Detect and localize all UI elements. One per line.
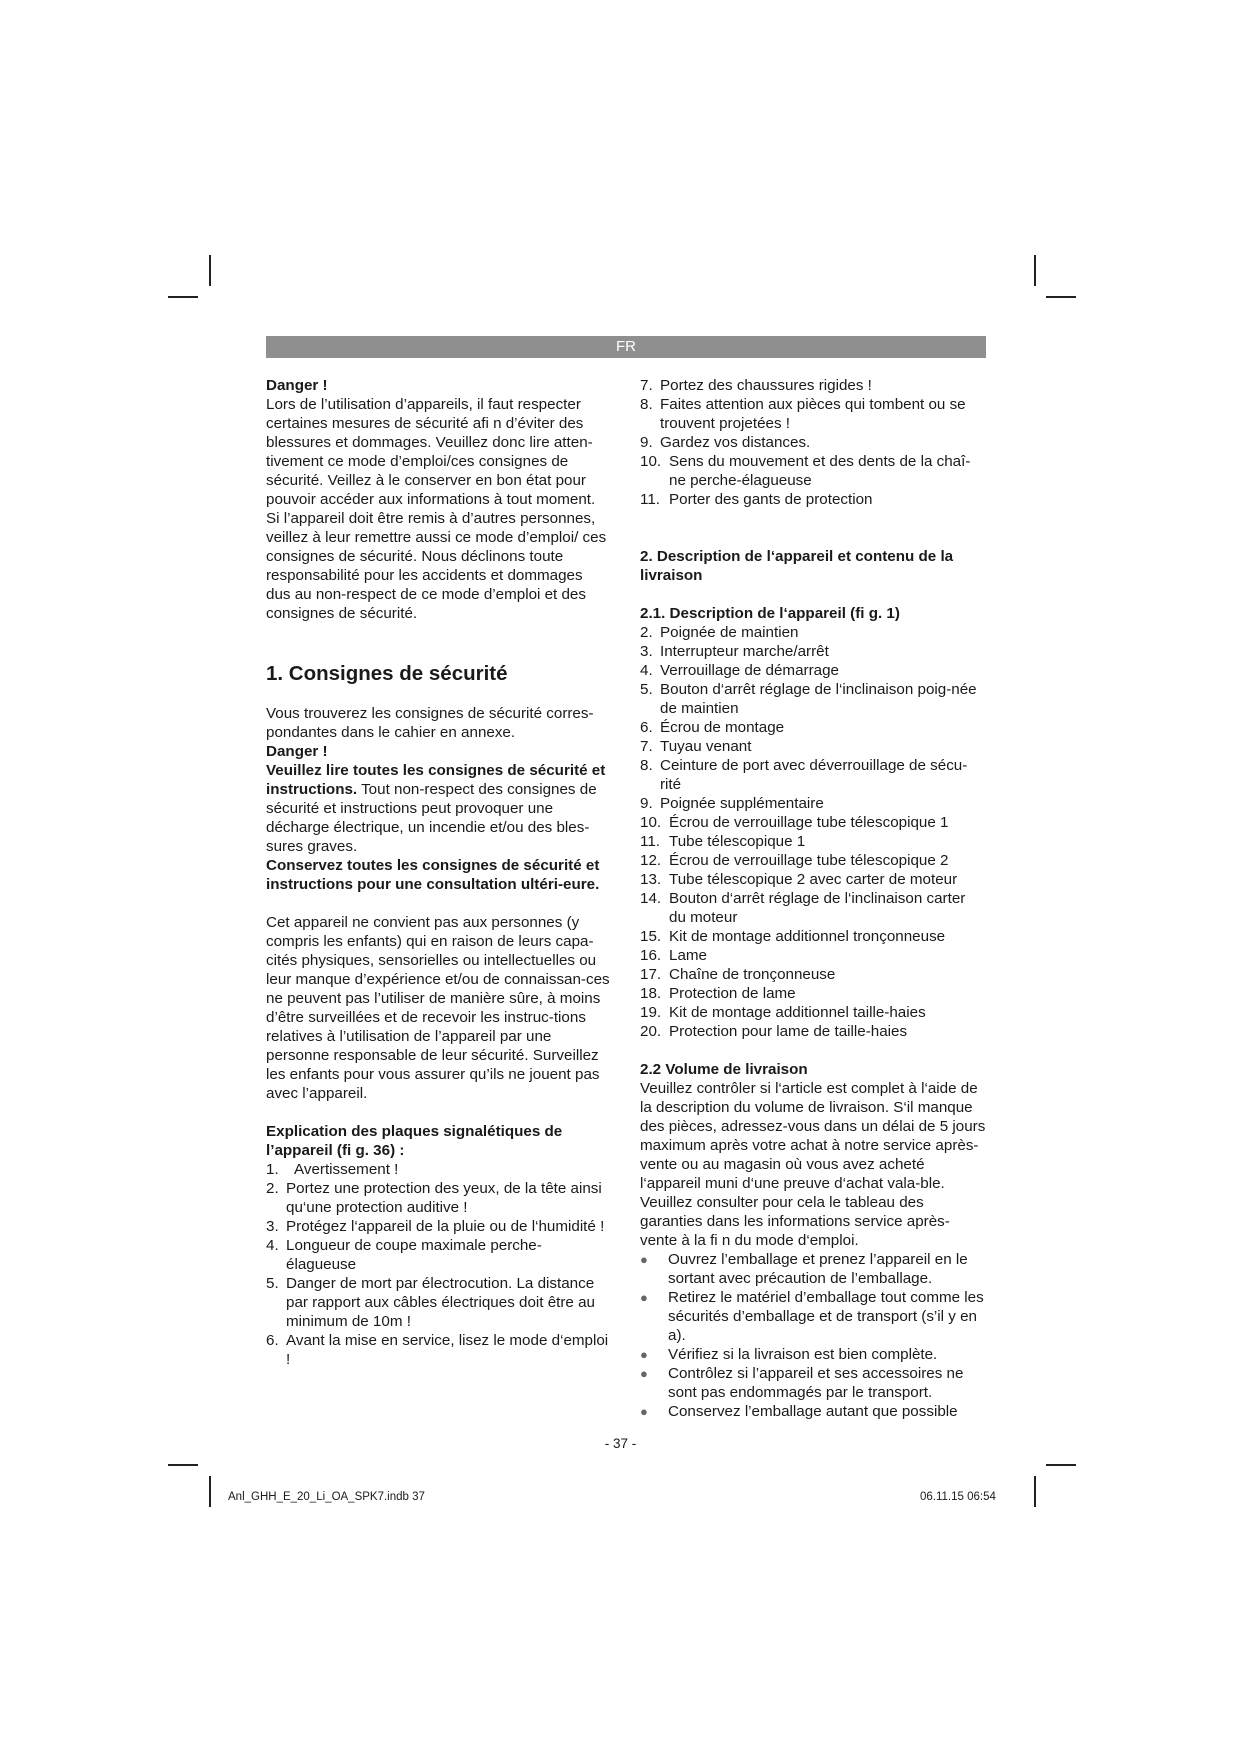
- footer-filename: Anl_GHH_E_20_Li_OA_SPK7.indb 37: [228, 1491, 425, 1503]
- plates-list-continued: [640, 376, 986, 509]
- item-number: 3.: [640, 643, 653, 660]
- language-header-bar: FR: [266, 336, 986, 358]
- list-item: [640, 661, 986, 680]
- list-item: [640, 984, 986, 1003]
- item-text: Porter des gants de protection: [669, 491, 873, 508]
- item-text: Danger de mort par électrocution. La distance par rapport aux câbles électriques doit être au minimum de 10m !: [286, 1275, 595, 1330]
- item-text: Tuyau venant: [660, 738, 752, 755]
- plates-list: [266, 1160, 610, 1369]
- bullet-item: [640, 1402, 986, 1421]
- item-number: 6.: [640, 719, 653, 736]
- item-number: 1.: [266, 1161, 279, 1178]
- children-warning: Cet appareil ne convient pas aux personnes (y compris les enfants) qui en raison de leurs capa-cités physiques, sensorielles ou intellectuelles ou leur manque d’expérience et/ou de connaissan-ces ne peuvent pas l’utiliser de manière sûre, à moins d’être surveillées et de recevoir les instruc-tions relatives à l’utilisation de l’appareil par une personne responsable de leur sécurité. Surveillez les enfants pour vous assurer qu’ils ne jouent pas avec l’appareil.: [266, 914, 610, 1102]
- list-item: [640, 794, 986, 813]
- list-item: [640, 1003, 986, 1022]
- item-text: Avant la mise en service, lisez le mode d‘emploi !: [286, 1332, 609, 1368]
- list-item: [640, 832, 986, 851]
- list-item: [266, 1160, 610, 1179]
- item-number: 5.: [266, 1275, 279, 1292]
- item-number: 11.: [640, 833, 660, 850]
- list-item: [640, 813, 986, 832]
- item-number: 15.: [640, 928, 662, 945]
- item-number: 16.: [640, 947, 662, 964]
- item-text: Poignée supplémentaire: [660, 795, 824, 812]
- item-text: Protection pour lame de taille-haies: [669, 1023, 908, 1040]
- danger-bold-lead: Veuillez lire toutes les consignes de sécurité et instructions.: [266, 762, 606, 798]
- left-column: [266, 376, 610, 1369]
- item-number: 7.: [640, 738, 653, 755]
- item-number: 4.: [266, 1237, 279, 1254]
- right-column: [640, 376, 986, 1421]
- item-number: 9.: [640, 434, 653, 451]
- list-item: [640, 965, 986, 984]
- item-number: 20.: [640, 1023, 662, 1040]
- item-number: 6.: [266, 1332, 279, 1349]
- danger-paragraph: Lors de l’utilisation d’appareils, il faut respecter certaines mesures de sécurité afi n d’éviter des blessures et dommages. Veuillez donc lire atten-tivement ce mode d’emploi/ces consignes de sécurité. Veillez à le conserver en bon état pour pouvoir accéder aux informations à tout moment. Si l’appareil doit être remis à d’autres personnes, veillez à leur remettre aussi ce mode d’emploi/ ces consignes de sécurité. Nous déclinons toute responsabilité pour les accidents et dommages dus au non-respect de ce mode d’emploi et des consignes de sécurité.: [266, 396, 607, 622]
- list-item: [266, 1274, 610, 1331]
- item-text: Verrouillage de démarrage: [660, 662, 839, 679]
- list-item: [640, 737, 986, 756]
- parts-list: [640, 623, 986, 1041]
- subsection-heading: 2.1. Description de l‘appareil (fi g. 1): [640, 605, 900, 622]
- list-item: [266, 1331, 610, 1369]
- list-item: [640, 889, 986, 927]
- item-number: 18.: [640, 985, 662, 1002]
- item-text: Chaîne de tronçonneuse: [669, 966, 836, 983]
- bullet-item: [640, 1364, 986, 1402]
- list-item: [640, 756, 986, 794]
- list-item: [640, 851, 986, 870]
- page-number: - 37 -: [604, 1436, 637, 1451]
- list-item: [640, 433, 986, 452]
- list-item: [640, 1022, 986, 1041]
- item-text: Poignée de maintien: [660, 624, 799, 641]
- item-text: Ceinture de port avec déverrouillage de sécu-rité: [660, 757, 968, 793]
- item-text: Sens du mouvement et des dents de la chaî-ne perche-élagueuse: [669, 453, 971, 489]
- item-text: Portez une protection des yeux, de la tête ainsi qu‘une protection auditive !: [286, 1180, 602, 1216]
- item-text: Tube télescopique 2 avec carter de moteur: [669, 871, 958, 888]
- list-item: [640, 718, 986, 737]
- crop-mark: [1034, 1476, 1036, 1507]
- crop-mark: [209, 1476, 211, 1507]
- item-text: Avertissement !: [294, 1161, 399, 1178]
- list-item: [640, 490, 986, 509]
- subsection-heading: 2.2 Volume de livraison: [640, 1061, 808, 1078]
- crop-mark: [168, 296, 198, 298]
- crop-mark: [1046, 296, 1076, 298]
- list-item: [266, 1217, 610, 1236]
- item-text: Portez des chaussures rigides !: [660, 377, 872, 394]
- item-number: 2.: [640, 624, 653, 641]
- keep-instructions-note: Conservez toutes les consignes de sécurité et instructions pour une consultation ultéri-eure.: [266, 857, 600, 893]
- crop-mark: [1046, 1464, 1076, 1466]
- list-item: [266, 1179, 610, 1217]
- list-item: [266, 1236, 610, 1274]
- item-text: Écrou de verrouillage tube télescopique 1: [669, 814, 949, 831]
- item-number: 10.: [640, 453, 662, 470]
- bullet-text: Ouvrez l’emballage et prenez l’appareil en le sortant avec précaution de l’emballage.: [668, 1251, 968, 1287]
- crop-mark: [168, 1464, 198, 1466]
- list-item: [640, 870, 986, 889]
- bullet-item: [640, 1288, 986, 1345]
- plates-heading: Explication des plaques signalétiques de l’appareil (fi g. 36) :: [266, 1123, 563, 1159]
- item-number: 11.: [640, 491, 660, 508]
- section-intro: Vous trouverez les consignes de sécurité corres-pondantes dans le cahier en annexe.: [266, 705, 594, 741]
- list-item: [640, 376, 986, 395]
- item-text: Gardez vos distances.: [660, 434, 811, 451]
- item-number: 4.: [640, 662, 653, 679]
- item-text: Bouton d‘arrêt réglage de l‘inclinaison poig-née de maintien: [660, 681, 977, 717]
- item-number: 17.: [640, 966, 662, 983]
- item-number: 12.: [640, 852, 662, 869]
- list-item: [640, 946, 986, 965]
- list-item: [640, 927, 986, 946]
- item-text: Interrupteur marche/arrêt: [660, 643, 829, 660]
- item-number: 8.: [640, 396, 653, 413]
- item-number: 13.: [640, 871, 662, 888]
- danger-paragraph: [266, 761, 610, 856]
- danger-heading: Danger !: [266, 743, 328, 760]
- item-text: Kit de montage additionnel tronçonneuse: [669, 928, 946, 945]
- item-number: 8.: [640, 757, 653, 774]
- item-text: Faites attention aux pièces qui tombent ou se trouvent projetées !: [660, 396, 966, 432]
- list-item: [640, 680, 986, 718]
- bullet-text: Contrôlez si l’appareil et ses accessoires ne sont pas endommagés par le transport.: [668, 1365, 964, 1401]
- delivery-paragraph: Veuillez contrôler si l‘article est complet à l‘aide de la description du volume de livraison. S‘il manque des pièces, adressez-vous dans un délai de 5 jours maximum après votre achat à notre service après-vente ou au magasin où vous avez acheté l‘appareil muni d‘une preuve d‘achat vala-ble. Veuillez consulter pour cela le tableau des garanties dans les informations service après-vente à la fi n du mode d‘emploi.: [640, 1080, 986, 1249]
- item-number: 10.: [640, 814, 662, 831]
- item-number: 7.: [640, 377, 653, 394]
- bullet-text: Vérifiez si la livraison est bien complète.: [668, 1346, 938, 1363]
- delivery-checklist: [640, 1250, 986, 1421]
- footer-timestamp: 06.11.15 06:54: [920, 1491, 996, 1503]
- item-number: 19.: [640, 1004, 662, 1021]
- bullet-text: Conservez l’emballage autant que possible: [668, 1403, 958, 1420]
- bullet-item: [640, 1345, 986, 1364]
- danger-text: Tout non-respect des consignes de sécurité et instructions peut provoquer une décharge électrique, un incendie et/ou des bles-sures graves.: [266, 781, 597, 855]
- section-heading: 2. Description de l‘appareil et contenu de la livraison: [640, 548, 954, 584]
- crop-mark: [1034, 255, 1036, 286]
- item-text: Longueur de coupe maximale perche-élagueuse: [286, 1237, 542, 1273]
- list-item: [640, 395, 986, 433]
- crop-mark: [209, 255, 211, 286]
- list-item: [640, 452, 986, 490]
- section-heading: 1. Consignes de sécurité: [266, 662, 508, 685]
- item-number: 3.: [266, 1218, 279, 1235]
- bullet-item: [640, 1250, 986, 1288]
- item-text: Écrou de verrouillage tube télescopique 2: [669, 852, 949, 869]
- bullet-icon: ●: [640, 1252, 648, 1267]
- item-number: 5.: [640, 681, 653, 698]
- item-text: Protégez l‘appareil de la pluie ou de l‘humidité !: [286, 1218, 605, 1235]
- bullet-text: Retirez le matériel d’emballage tout comme les sécurités d’emballage et de transport (s’il y en a).: [668, 1289, 984, 1344]
- danger-heading: Danger !: [266, 377, 328, 394]
- item-text: Kit de montage additionnel taille-haies: [669, 1004, 926, 1021]
- item-text: Lame: [669, 947, 707, 964]
- item-number: 2.: [266, 1180, 279, 1197]
- bullet-icon: ●: [640, 1290, 648, 1305]
- item-text: Bouton d‘arrêt réglage de l‘inclinaison carter du moteur: [669, 890, 966, 926]
- bullet-icon: ●: [640, 1366, 648, 1381]
- item-text: Écrou de montage: [660, 719, 785, 736]
- item-text: Tube télescopique 1: [669, 833, 806, 850]
- item-text: Protection de lame: [669, 985, 796, 1002]
- bullet-icon: ●: [640, 1347, 648, 1362]
- list-item: [640, 642, 986, 661]
- list-item: [640, 623, 986, 642]
- item-number: 14.: [640, 890, 662, 907]
- bullet-icon: ●: [640, 1404, 648, 1419]
- item-number: 9.: [640, 795, 653, 812]
